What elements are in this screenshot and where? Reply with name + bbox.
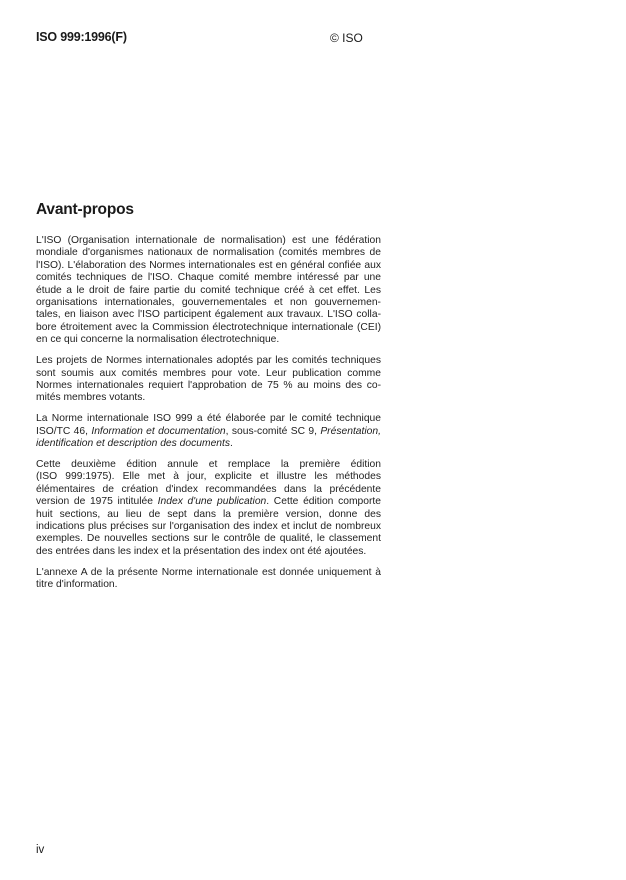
paragraph [36, 235, 381, 347]
text-line: L'annexe A de la présente Norme internationale est donnée uniquement à [36, 566, 381, 578]
text-line: en ce qui concerne la normalisation électrotechnique. [36, 334, 280, 346]
text-line [36, 496, 381, 508]
paragraph [36, 355, 381, 405]
text-line: l'ISO). L'élaboration des Normes internationales est en général confiée aux [36, 259, 381, 271]
paragraph [36, 567, 381, 592]
italic-title: Information et documentation [91, 425, 226, 437]
text-line: organisations internationales, gouvernementales et non gouvernemen- [36, 296, 381, 308]
text-line: Cette deuxième édition annule et remplace la première édition [36, 459, 381, 471]
text-line [36, 426, 381, 438]
text-line: indications plus précises sur l'organisation des index et inclut de nombreux [36, 520, 381, 532]
text-line: La Norme internationale ISO 999 a été élaborée par le comité technique [36, 413, 381, 425]
copyright-notice: © ISO [330, 31, 363, 45]
text-line: des entrées dans les index et la présentation des index ont été ajoutées. [36, 545, 367, 557]
text-segment: ISO/TC 46, [36, 425, 92, 437]
text-line: mités membres votants. [36, 392, 146, 404]
page-number: iv [36, 844, 45, 856]
paragraph [36, 459, 381, 558]
section-title: Avant-propos [36, 201, 134, 218]
paragraph [36, 413, 381, 450]
text-line: Les projets de Normes internationales adoptés par les comités techniques [36, 355, 381, 367]
text-line: sont soumis aux comités membres pour vote. Leur publication comme [36, 367, 381, 379]
italic-title: Index d'une publication [157, 496, 267, 508]
text-segment: . Cette édition comporte [266, 496, 381, 508]
text-segment: version de 1975 intitulée [36, 496, 158, 508]
text-line: titre d'information. [36, 579, 118, 591]
text-line: Normes internationales requiert l'approbation de 75 % au moins des co- [36, 379, 381, 391]
text-line [36, 438, 381, 450]
text-line: (ISO 999:1975). Elle met à jour, explicite et illustre les méthodes [36, 471, 381, 483]
text-line: tales, en liaison avec l'ISO participent également aux travaux. L'ISO colla- [36, 309, 381, 321]
text-line: L'ISO (Organisation internationale de normalisation) est une fédération [36, 235, 381, 246]
text-line: étude a le droit de faire partie du comité technique créé à cet effet. Les [36, 284, 381, 296]
italic-title: Présentation, [320, 425, 381, 437]
foreword-body [36, 235, 381, 600]
text-segment: , sous-comité SC 9, [225, 425, 321, 437]
italic-title: identification et description des documents [36, 438, 231, 450]
text-line: huit sections, au lieu de sept dans la première version, donne des [36, 508, 381, 520]
text-line: élémentaires de création d'index recommandées dans la précédente [36, 483, 381, 495]
text-line: bore étroitement avec la Commission électrotechnique internationale (CEI) [36, 321, 381, 333]
text-line: mondiale d'organismes nationaux de normalisation (comités membres de [36, 247, 381, 259]
text-line: exemples. De nouvelles sections sur le contrôle de qualité, le classement [36, 533, 381, 545]
text-segment: . [230, 438, 233, 450]
text-line: comités techniques de l'ISO. Chaque comité membre intéressé par une [36, 272, 381, 284]
document-id: ISO 999:1996(F) [36, 30, 127, 44]
